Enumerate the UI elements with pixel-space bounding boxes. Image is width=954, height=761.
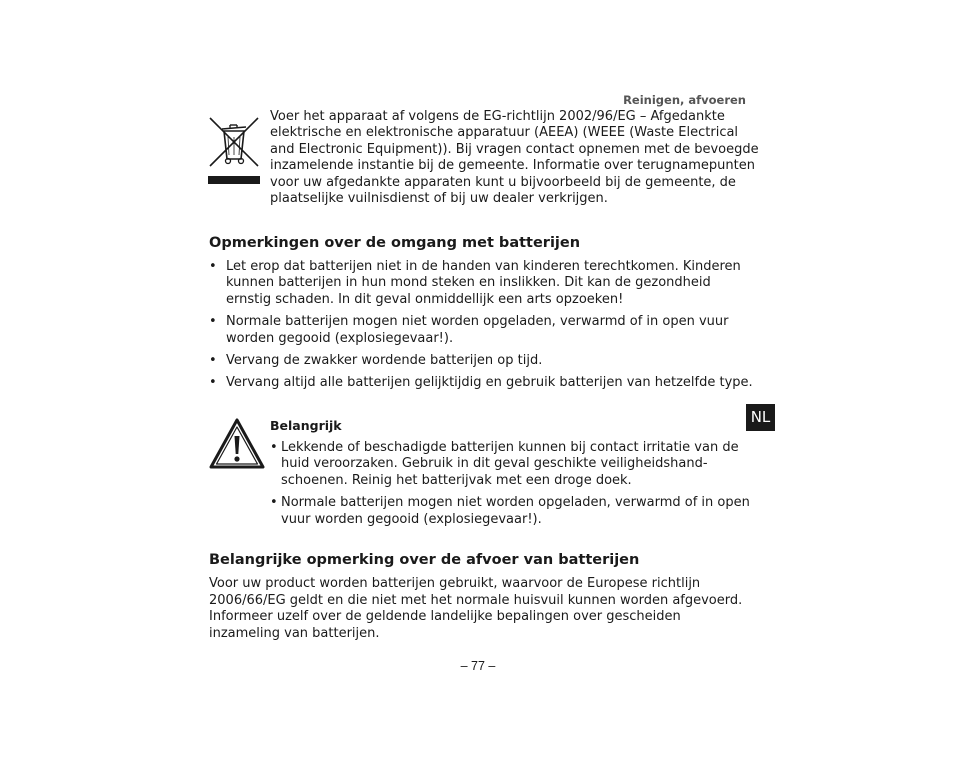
list-item (209, 353, 754, 369)
battery-handling-list (209, 259, 754, 398)
crossed-out-wheelie-bin-icon (208, 115, 260, 185)
section-header: Reinigen, afvoeren (623, 93, 746, 107)
list-item-text: Normale batterijen mogen niet worden opgeladen, verwarmd of in open vuur worden gegooid (explosiegevaar!). (281, 495, 750, 527)
battery-handling-heading: Opmerkingen over de omgang met batterijen (209, 235, 581, 251)
bullet: • (209, 375, 217, 391)
list-item (209, 259, 754, 308)
bullet: • (270, 495, 278, 511)
bullet: • (209, 259, 217, 274)
list-item-text: Let erop dat batterijen niet in de handen van kinderen terechtkomen. Kinderen kunnen batterijen in hun mond steken en inslikken. Dit kan de gezondheid ernstig schaden. In dit geval onmiddellijk een arts opzoeken! (226, 259, 741, 307)
list-item-text: Vervang altijd alle batterijen gelijktijdig en gebruik batterijen van hetzelfde type. (226, 375, 753, 391)
important-title: Belangrijk (270, 418, 342, 433)
list-item (209, 314, 754, 347)
list-item-text: Normale batterijen mogen niet worden opgeladen, verwarmd of in open vuur worden gegooid (explosiegevaar!). (226, 314, 729, 346)
list-item-text: Vervang de zwakker wordende batterijen op tijd. (226, 353, 543, 369)
list-item (270, 440, 750, 489)
list-item-text: Lekkende of beschadigde batterijen kunnen bij contact irritatie van de huid veroorzaken. Gebruik in dit geval geschikte veiligheidshand-schoenen. Reinig het batterijvak met een droge doek. (281, 440, 739, 488)
bullet: • (270, 440, 278, 455)
battery-disposal-paragraph: Voor uw product worden batterijen gebruikt, waarvoor de Europese richtlijn 2006/66/EG geldt en die niet met het normale huisvuil kunnen worden afgevoerd. Informeer uzelf over de geldende landelijke bepalingen over gescheiden inzameling van batterijen. (209, 576, 743, 641)
warning-triangle-icon (209, 418, 265, 470)
language-tab: NL (746, 404, 775, 431)
bullet: • (209, 353, 217, 369)
disposal-instructions: Voer het apparaat af volgens de EG-richtlijn 2002/96/EG – Afgedankte elektrische en elektronische apparatuur (AEEA) (WEEE (Waste Electrical and Electronic Equipment)). Bij vragen contact opnemen met de bevoegde inzamelende instantie bij de gemeente. Informatie over terugnamepunten voor uw afgedankte apparaten kunt u bijvoorbeeld bij de gemeente, de plaatselijke vuilnisdienst of bij uw dealer verkrijgen. (270, 109, 759, 207)
list-item (270, 495, 750, 528)
important-list (270, 440, 750, 534)
page-number: – 77 – (460, 659, 496, 673)
bullet: • (209, 314, 217, 330)
battery-disposal-heading: Belangrijke opmerking over de afvoer van batterijen (209, 552, 640, 568)
list-item (209, 375, 754, 391)
